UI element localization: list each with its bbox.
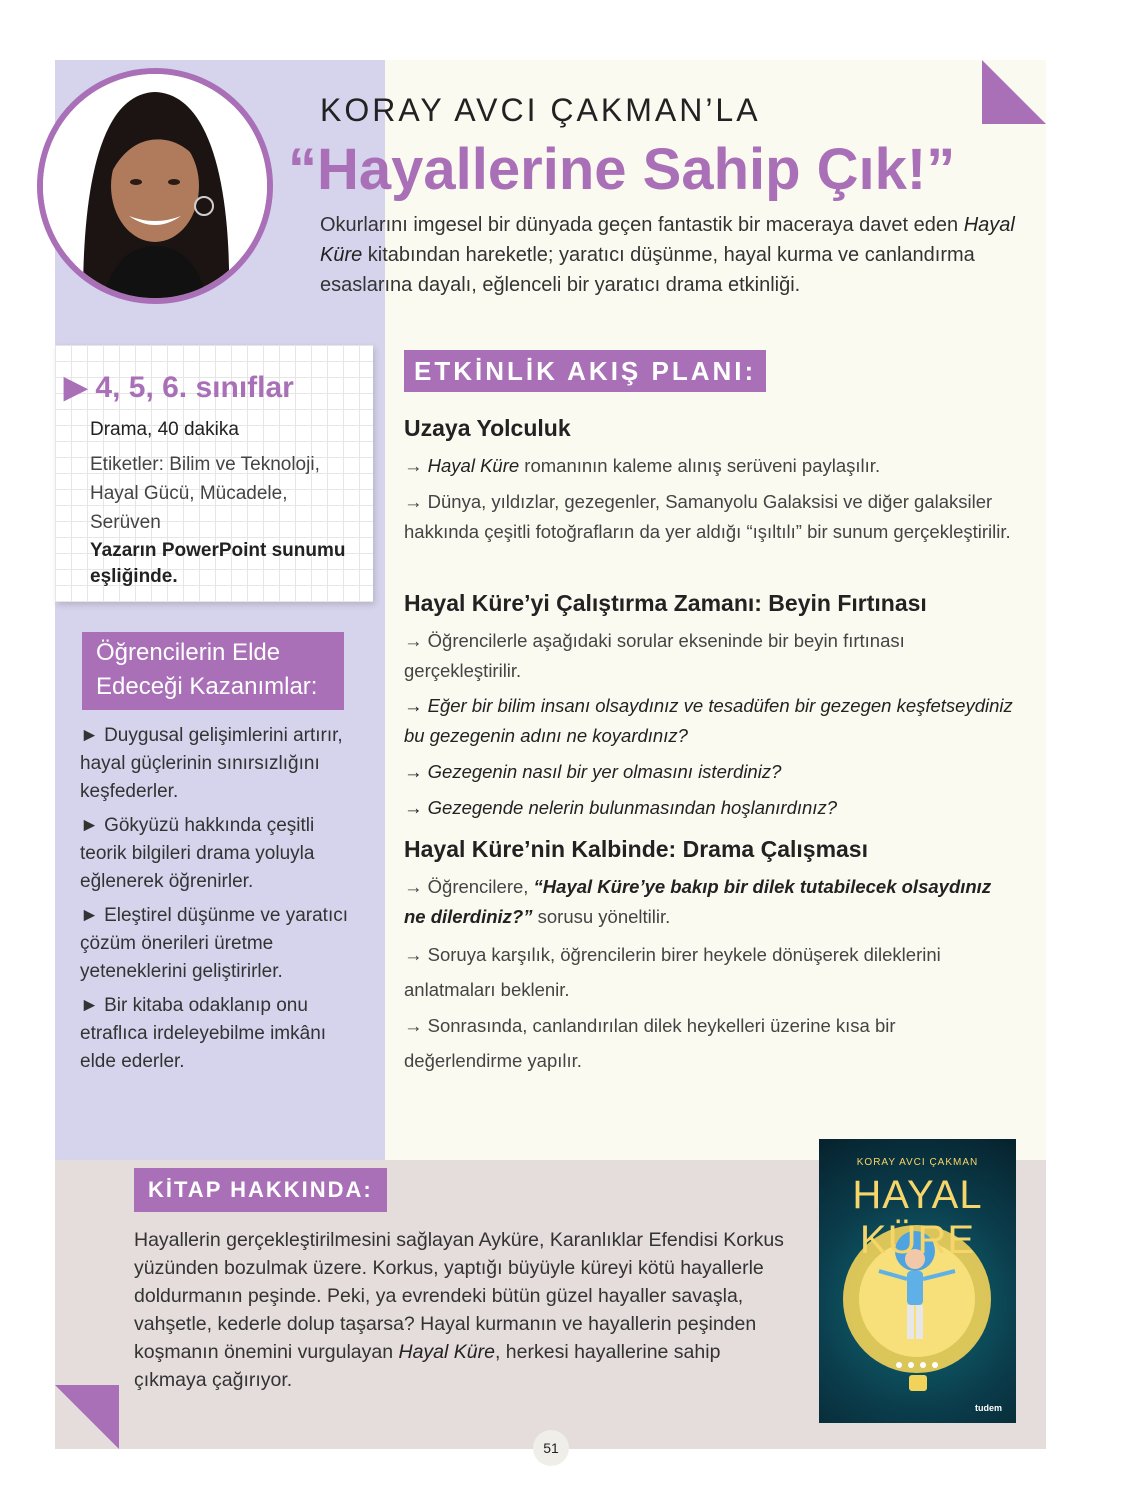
paragraph-text: romanının kaleme alınış serüveni paylaşılır. [519, 455, 881, 476]
presentation-note: Yazarın PowerPoint sunumu eşliğinde. [90, 540, 346, 587]
section-2-question-2 [404, 757, 1014, 787]
page-number: 51 [533, 1430, 569, 1466]
outcomes-heading-line-2: Edeceği Kazanımlar: [96, 673, 318, 700]
section-3-paragraph-3 [404, 1008, 1014, 1078]
paragraph-text: Öğrencilere, [427, 876, 534, 897]
paragraph-text: sorusu yöneltilir. [532, 906, 671, 927]
paragraph-text: Soruya karşılık, öğrencilerin birer heykele dönüşerek dileklerini anlatmaları beklenir. [404, 944, 941, 1000]
arrow-icon: → [404, 630, 428, 651]
arrow-icon: → [404, 944, 428, 965]
duration: Drama, 40 dakika [90, 419, 239, 440]
book-text-b: , herkesi hayallerine sahip çıkmaya çağırıyor. [134, 1341, 721, 1391]
intro-text-a: Okurlarını imgesel bir dünyada geçen fantastik bir maceraya davet eden [320, 214, 964, 236]
paragraph-text: Dünya, yıldızlar, gezegenler, Samanyolu Galaksisi ve diğer galaksiler hakkında çeşitli fotoğrafların da yer aldığı “ışıltılı” bir sunum gerçekleştirilir. [404, 491, 1011, 542]
author-photo-illustration [43, 74, 267, 298]
tags: Etiketler: Bilim ve Teknoloji, Hayal Gücü, Mücadele, Serüven [90, 454, 320, 533]
outcomes-heading [82, 632, 344, 710]
cover-title: HAYAL KÜRE [852, 1173, 983, 1262]
paragraph-text: Sonrasında, canlandırılan dilek heykelleri üzerine kısa bir değerlendirme yapılır. [404, 1015, 896, 1071]
book-title-ref: Hayal Küre [427, 455, 520, 476]
header-title: “Hayallerine Sahip Çık!” [288, 137, 956, 202]
list-item: ► Duygusal gelişimlerini artırır, hayal güçlerinin sınırsızlığını keşfederler. [80, 725, 343, 802]
book-description [134, 1226, 794, 1394]
header-intro [320, 210, 1020, 300]
section-2-paragraph-1 [404, 626, 1014, 686]
book-text-a: Hayallerin gerçekleştirilmesini sağlayan Ayküre, Karanlıklar Efendisi Korkus yüzünden bozulmak üzere. Korkus, yaptığı büyüyle küreyi kötü hayallerle doldurmanın peşinde. Peki, ya evrendeki bütün güzel hayaller savaşla, vahşetle, kederle dolup taşarsa? Hayal kurmanın ve hayallerin peşinden koşmanın önemini vurgulayan [134, 1229, 784, 1363]
question-text: Gezegenin nasıl bir yer olmasını isterdiniz? [427, 761, 782, 782]
outcomes-heading-line-1: Öğrencilerin Elde [96, 639, 281, 666]
section-1-paragraph-1 [404, 451, 1014, 481]
list-item: ► Gökyüzü hakkında çeşitli teorik bilgileri drama yoluyla eğlenerek öğrenirler. [80, 815, 315, 892]
arrow-icon: → [404, 797, 428, 818]
intro-text-b: kitabından hareketle; yaratıcı düşünme, hayal kurma ve canlandırma esaslarına dayalı, eğlenceli bir yaratıcı drama etkinliği. [320, 244, 975, 296]
list-item: ► Eleştirel düşünme ve yaratıcı çözüm önerileri üretme yeteneklerini geliştirirler. [80, 905, 349, 982]
arrow-icon: → [404, 455, 428, 476]
cover-author: KORAY AVCI ÇAKMAN [856, 1157, 979, 1168]
author-portrait [37, 68, 273, 304]
question-text: Gezegende nelerin bulunmasından hoşlanırdınız? [427, 797, 837, 818]
section-title-2: Hayal Küre’yi Çalıştırma Zamanı: Beyin Fırtınası [404, 590, 927, 616]
cover-publisher: tudem [975, 1403, 1002, 1413]
book-cover [819, 1139, 1016, 1423]
section-1-paragraph-2 [404, 487, 1014, 547]
arrow-icon: → [404, 1015, 428, 1036]
arrow-icon: → [404, 695, 428, 716]
section-3-paragraph-2 [404, 937, 1014, 1007]
arrow-icon: → [404, 876, 428, 897]
book-heading: KİTAP HAKKINDA: [134, 1168, 387, 1212]
intro-book-title: Hayal Küre [320, 214, 1015, 266]
section-title-1: Uzaya Yolculuk [404, 415, 571, 441]
section-3-paragraph-1 [404, 872, 1014, 932]
arrow-icon: → [404, 761, 428, 782]
arrow-icon: → [404, 491, 428, 512]
plan-heading: ETKİNLİK AKIŞ PLANI: [404, 350, 766, 392]
header-subtitle: KORAY AVCI ÇAKMAN’LA [320, 92, 761, 128]
grade-levels: ▶ 4, 5, 6. sınıflar [64, 371, 294, 404]
list-item: ► Bir kitaba odaklanıp onu etraflıca irdeleyebilme imkânı elde ederler. [80, 995, 327, 1072]
section-title-3: Hayal Küre’nin Kalbinde: Drama Çalışması [404, 836, 868, 862]
quoted-question: “Hayal Küre’ye bakıp bir dilek tutabilecek olsaydınız ne dilerdiniz?” [404, 876, 992, 927]
question-text: Eğer bir bilim insanı olsaydınız ve tesadüfen bir gezegen keşfetseydiniz bu gezegenin adını ne koyardınız? [404, 695, 1013, 746]
book-title-ref: Hayal Küre [398, 1341, 495, 1363]
section-2-question-1 [404, 691, 1014, 751]
outcomes-list [80, 722, 355, 1082]
section-2-question-3 [404, 793, 1014, 823]
paragraph-text: Öğrencilerle aşağıdaki sorular ekseninde bir beyin fırtınası gerçekleştirilir. [404, 630, 905, 681]
